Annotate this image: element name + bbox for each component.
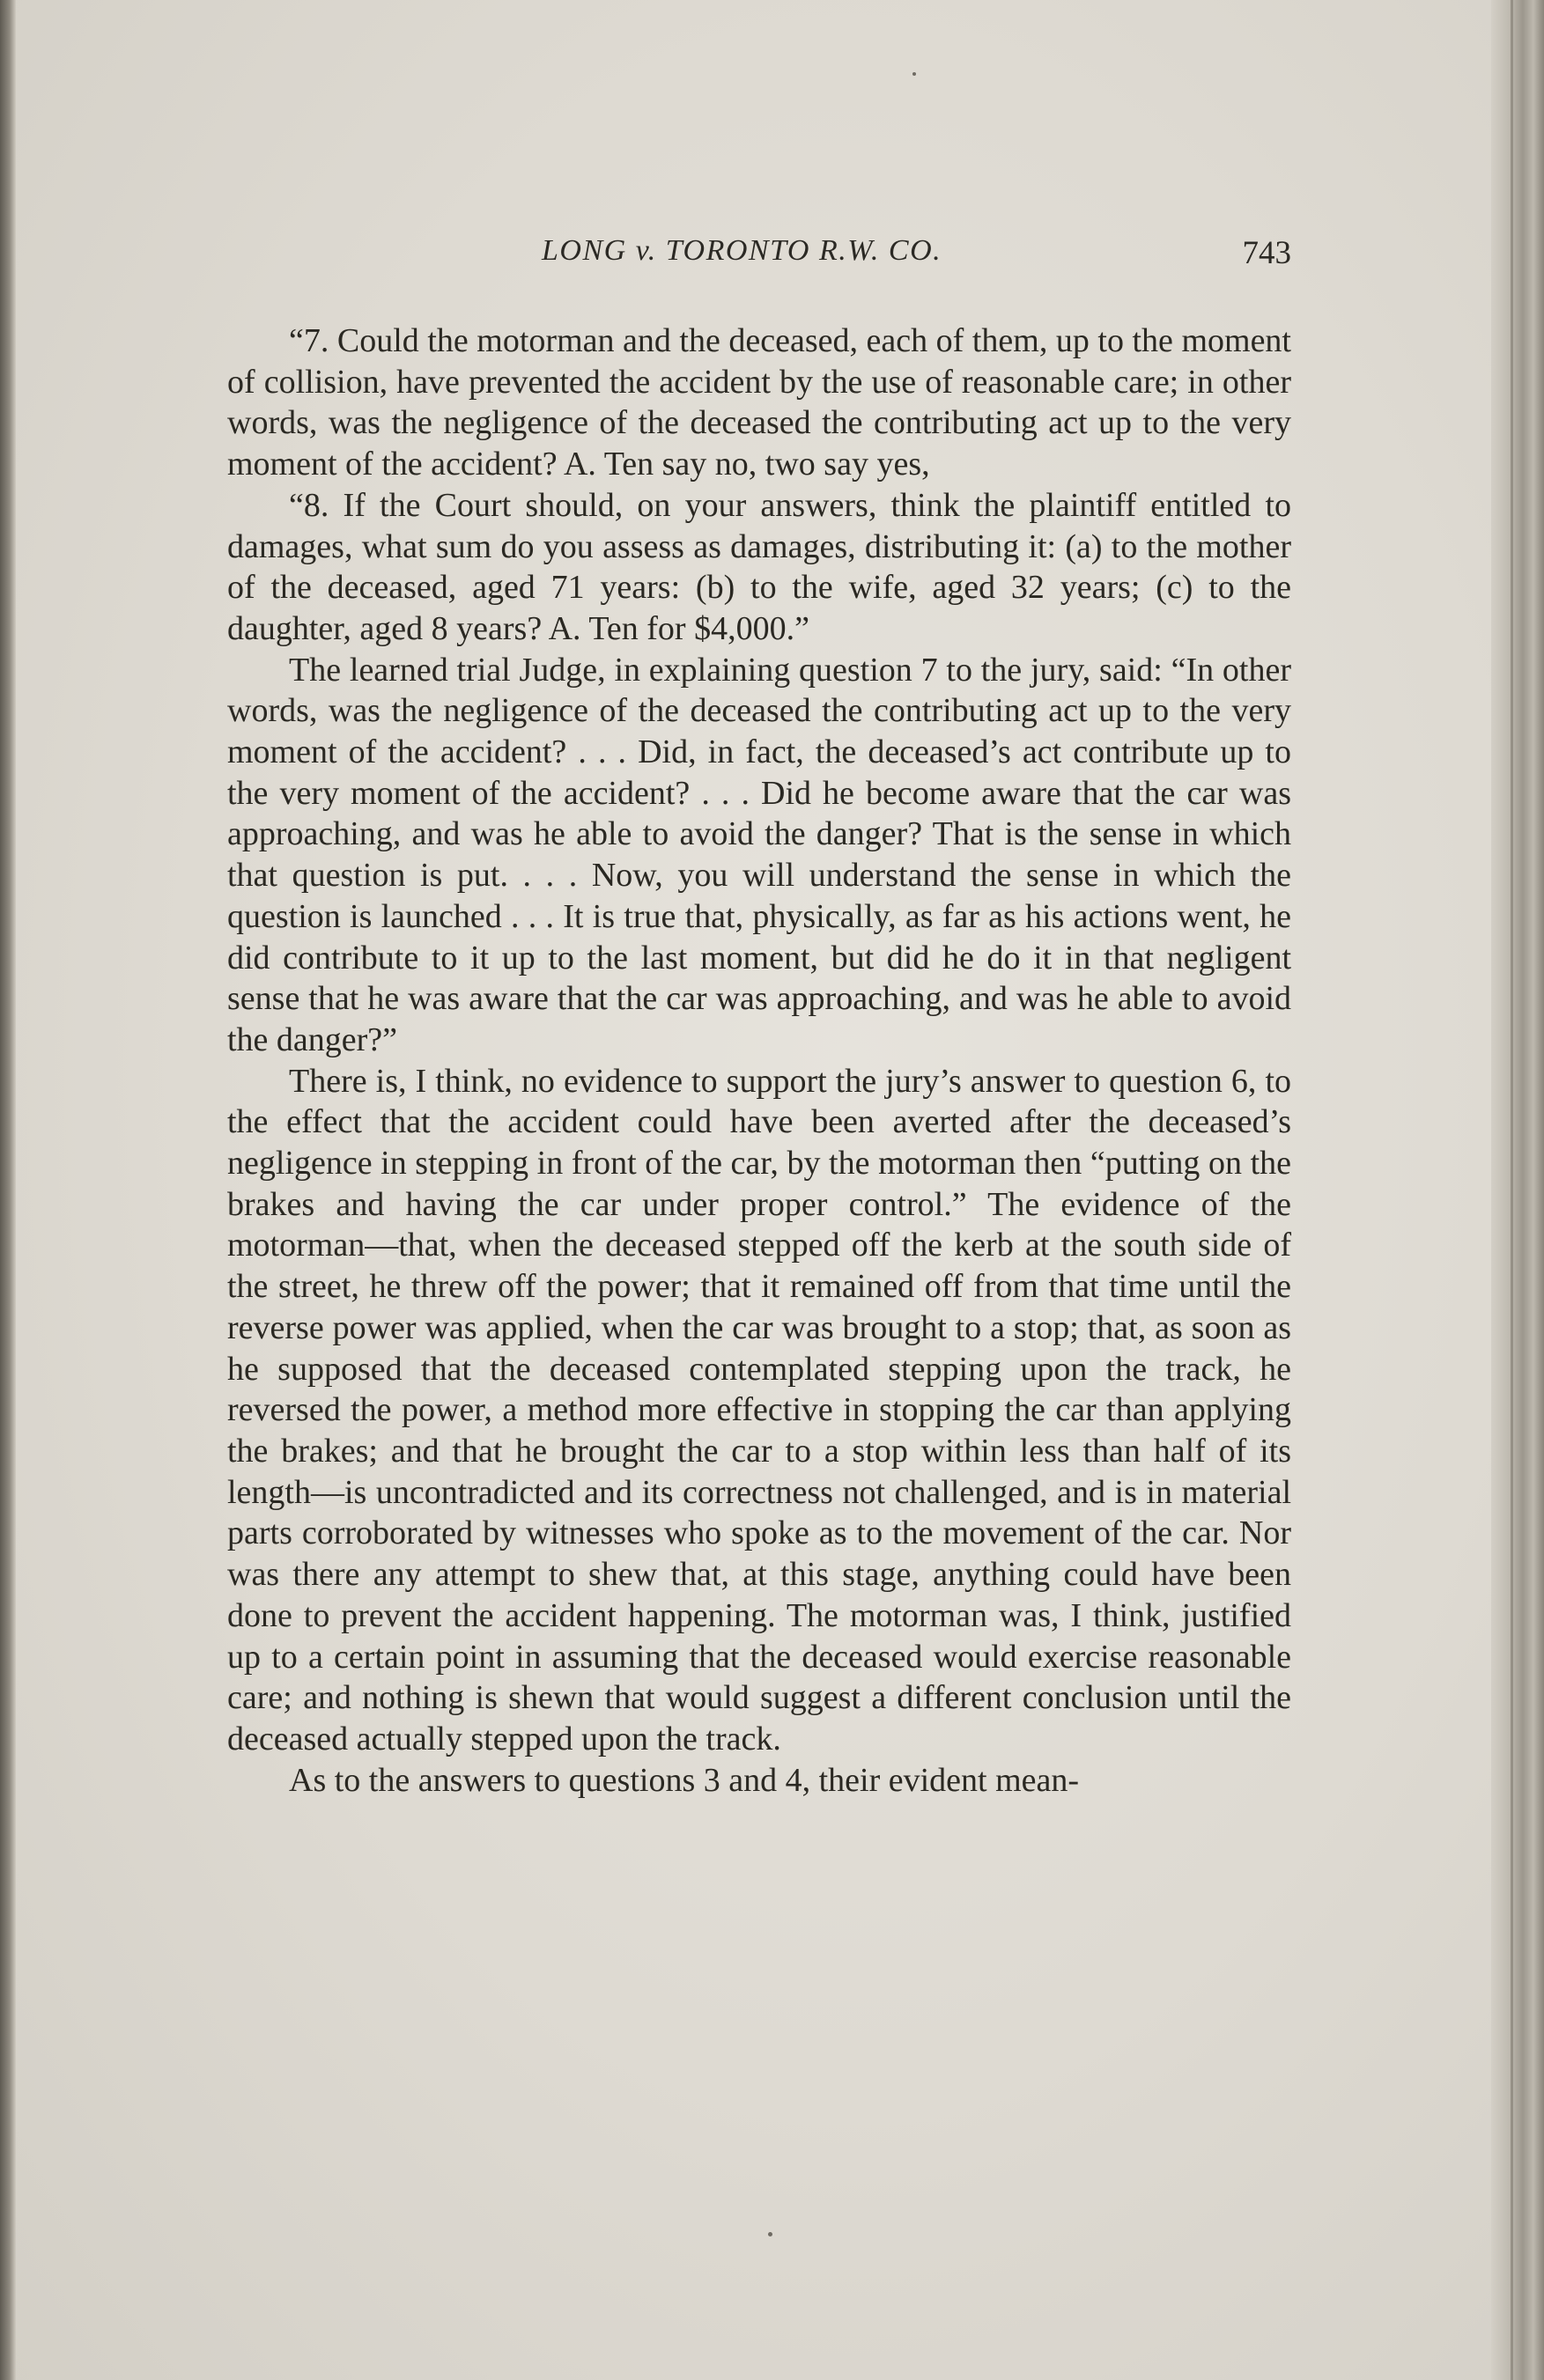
paragraph-no-evidence: There is, I think, no evidence to support the jury’s answer to question 6, to the effect that the accident could have been averted after the deceased’s negligence in stepping in front of the car, by the motorman then “putting on the brakes and having the car under proper control.” The evidence of the motorman—that, when the deceased stepped off the kerb at the south side of the street, he threw off the power; that it remained off from that time until the reverse power was applied, when the car was brought to a stop; that, as soon as he supposed that the deceased contemplated stepping upon the track, he reversed the power, a method more effective in stopping the car than applying the brakes; and that he brought the car to a stop within less than half of its length—is uncontradicted and its correctness not challenged, and is in material parts corroborated by witnesses who spoke as to the movement of the car. Nor was there any attempt to shew that, at this stage, anything could have been done to prevent the accident happening. The motorman was, I think, justified up to a certain point in assuming that the deceased would exercise reasonable care; and nothing is shewn that would suggest a different conclusion until the deceased actually stepped upon the track. <box>227 1062 1291 1757</box>
paragraph-question-7: “7. Could the motorman and the deceased, each of them, up to the moment of collision, have prevented the accident by the use of reasonable care; in other words, was the negligence of the deceased the contributing act up to the very moment of the accident? A. Ten say no, two say yes, <box>227 322 1291 483</box>
paragraph-question-8: “8. If the Court should, on your answers, think the plaintiff entitled to damages, what sum do you assess as damages, distributing it: (a) to the mother of the deceased, aged 71 years: (b) to the wife, aged 32 years; (c) to the daughter, aged 8 years? A. Ten for $4,000.” <box>227 486 1291 647</box>
paragraph-trial-judge: The learned trial Judge, in explaining question 7 to the jury, said: “In other words, was the negligence of the deceased the contributing act up to the very moment of the accident? . . . Did, in fact, the deceased’s act contribute up to the very moment of the accident? . . . Did he become aware that the car was approaching, and was he able to avoid the danger? That is the sense in which that question is put. . . . Now, you will understand the sense in which the question is launched . . . It is true that, physically, as far as his actions went, he did contribute to it up to the last moment, but did he do it in that negligent sense that he was aware that the car was approaching, and was he able to avoid the danger?” <box>227 651 1291 1058</box>
page-edge-stack <box>1491 0 1544 2380</box>
paragraph-questions-3-4: As to the answers to questions 3 and 4, their evident mean- <box>289 1761 1080 1799</box>
page-body-text <box>227 321 1291 1801</box>
page-number: 743 <box>1242 235 1291 271</box>
paper-speck <box>912 72 916 76</box>
paper-speck <box>768 2232 772 2236</box>
page-header <box>227 234 1291 287</box>
book-spine-shadow <box>0 0 16 2380</box>
running-head: LONG v. TORONTO R.W. CO. <box>542 234 942 267</box>
